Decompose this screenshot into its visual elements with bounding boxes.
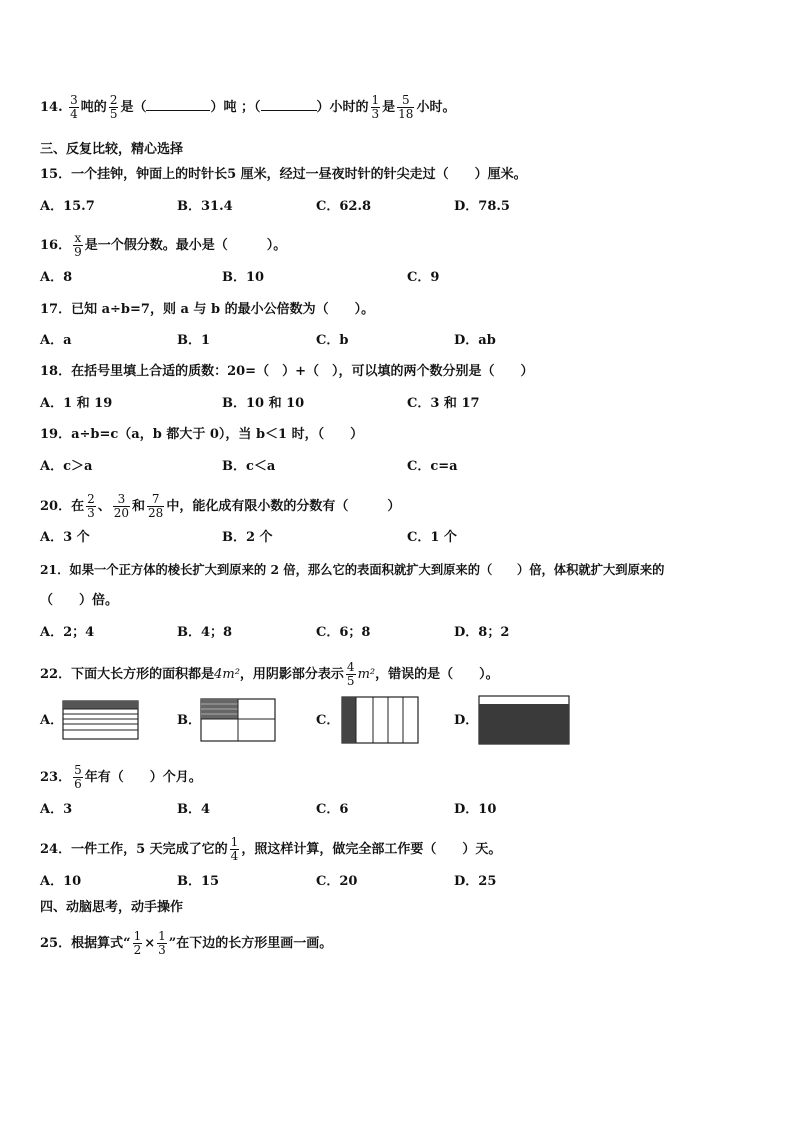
numerator: 2 xyxy=(87,492,95,506)
question-17: 17．已知 a÷b=7，则 a 与 b 的最小公倍数为（ ）。 xyxy=(40,302,375,317)
numerator: 4 xyxy=(346,660,355,674)
question-19: 19．a÷b=c（a，b 都大于 0），当 b＜1 时，（ ） xyxy=(40,427,364,442)
option-c[interactable]: C．9 xyxy=(407,270,440,285)
diagram-c[interactable] xyxy=(340,695,422,747)
answer-blank[interactable] xyxy=(261,98,317,111)
numerator: 1 xyxy=(158,929,166,943)
fraction xyxy=(371,94,381,121)
question-24 xyxy=(40,836,501,863)
denominator: 3 xyxy=(87,506,95,520)
q25-text: ”在下边的长方形里画一画。 xyxy=(168,936,333,951)
option-b[interactable]: B．15 xyxy=(177,874,220,889)
option-d[interactable]: D． xyxy=(454,713,479,728)
fraction xyxy=(73,764,83,791)
unit: m² xyxy=(357,667,376,682)
fraction xyxy=(397,94,414,121)
question-21-line2: （ ）倍。 xyxy=(40,593,119,608)
diagram-d[interactable] xyxy=(477,694,573,748)
q20-text: 20．在 xyxy=(40,499,85,514)
option-a[interactable]: A．3 xyxy=(40,802,73,817)
fraction xyxy=(86,493,96,520)
q22-text: ，用阴影部分表示 xyxy=(239,667,344,682)
option-a[interactable]: A．2；4 xyxy=(40,625,95,640)
option-b[interactable]: B．31.4 xyxy=(177,199,233,214)
fraction xyxy=(133,930,143,957)
q14-text: 小时。 xyxy=(416,100,456,115)
denominator: 2 xyxy=(133,943,142,957)
option-a[interactable]: A．10 xyxy=(40,874,82,889)
numerator: 2 xyxy=(109,93,118,107)
section-heading: 四、动脑思考，动手操作 xyxy=(40,900,184,915)
q20-text: 中，能化成有限小数的分数有（ ） xyxy=(166,499,401,514)
q20-text: 和 xyxy=(132,499,146,514)
q22-text: 22．下面大长方形的面积都是 xyxy=(40,667,215,682)
question-25 xyxy=(40,930,332,957)
numerator: 1 xyxy=(230,835,239,849)
option-c[interactable]: C．c=a xyxy=(407,459,458,474)
option-b[interactable]: B．4 xyxy=(177,802,211,817)
option-a[interactable]: A．8 xyxy=(40,270,73,285)
numerator: x xyxy=(74,231,82,245)
q23-number: 23． xyxy=(40,770,72,785)
option-c[interactable]: C．62.8 xyxy=(316,199,372,214)
option-a[interactable]: A．15.7 xyxy=(40,199,95,214)
option-a[interactable]: A．3 个 xyxy=(40,530,90,545)
denominator: 3 xyxy=(158,943,166,957)
option-b[interactable]: B．2 个 xyxy=(222,530,273,545)
fraction xyxy=(230,836,240,863)
numerator: 3 xyxy=(70,93,78,107)
question-22 xyxy=(40,661,499,688)
q14-text: ）吨 ；（ xyxy=(210,100,261,115)
fraction xyxy=(147,493,164,520)
fraction xyxy=(157,930,167,957)
option-b[interactable]: B．1 xyxy=(177,333,211,348)
option-c[interactable]: C．20 xyxy=(316,874,358,889)
option-a[interactable]: A．a xyxy=(40,333,72,348)
area-value: 4m² xyxy=(214,667,240,682)
option-a[interactable]: A．1 和 19 xyxy=(40,396,113,411)
numerator: 1 xyxy=(133,929,142,943)
times-symbol: × xyxy=(144,936,156,951)
denominator: 28 xyxy=(148,506,164,520)
section-heading: 三、反复比较，精心选择 xyxy=(40,142,184,157)
question-16 xyxy=(40,232,286,259)
question-18: 18．在括号里填上合适的质数：20=（ ）+（ ），可以填的两个数分别是（ ） xyxy=(40,364,534,379)
option-d[interactable]: D．8；2 xyxy=(454,625,510,640)
option-c[interactable]: C．6 xyxy=(316,802,349,817)
option-d[interactable]: D．25 xyxy=(454,874,497,889)
denominator: 3 xyxy=(371,107,380,121)
q14-text: 是 xyxy=(382,100,396,115)
option-a[interactable]: A． xyxy=(40,713,64,728)
fraction xyxy=(113,493,130,520)
question-23 xyxy=(40,764,202,791)
fraction xyxy=(69,94,79,121)
denominator: 20 xyxy=(113,506,130,520)
q14-text: 吨的 xyxy=(80,100,107,115)
denominator: 4 xyxy=(70,107,78,121)
q24-text: ，照这样计算，做完全部工作要（ ）天。 xyxy=(241,842,502,857)
option-c[interactable]: C．1 个 xyxy=(407,530,457,545)
option-b[interactable]: B． xyxy=(177,713,201,728)
q14-number: 14. xyxy=(40,100,63,115)
denominator: 6 xyxy=(74,777,82,791)
q16-text: 是一个假分数。最小是（ ）。 xyxy=(84,238,287,253)
option-c[interactable]: C．6；8 xyxy=(316,625,371,640)
option-c[interactable]: C． xyxy=(316,713,340,728)
q14-text: ）小时的 xyxy=(316,100,369,115)
option-c[interactable]: C．b xyxy=(316,333,349,348)
q14-text: 是（ xyxy=(120,100,147,115)
denominator: 5 xyxy=(346,674,355,688)
numerator: 1 xyxy=(371,93,380,107)
denominator: 4 xyxy=(230,849,239,863)
numerator: 5 xyxy=(74,763,82,777)
q23-text: 年有（ ）个月。 xyxy=(84,770,202,785)
option-b[interactable]: B．4；8 xyxy=(177,625,233,640)
numerator: 7 xyxy=(151,492,160,506)
numerator: 5 xyxy=(401,93,410,107)
answer-blank[interactable] xyxy=(146,98,210,111)
question-14 xyxy=(40,94,455,121)
option-a[interactable]: A．c＞a xyxy=(40,459,93,474)
q22-text: ，错误的是（ ）。 xyxy=(375,667,499,682)
question-15: 15．一个挂钟，钟面上的时针长5 厘米，经过一昼夜时针的针尖走过（ ）厘米。 xyxy=(40,167,527,182)
question-20 xyxy=(40,493,400,520)
q24-text: 24．一件工作，5 天完成了它的 xyxy=(40,842,228,857)
option-d[interactable]: D．ab xyxy=(454,333,496,348)
fraction xyxy=(109,94,119,121)
q20-text: 、 xyxy=(97,499,111,514)
denominator: 5 xyxy=(109,107,118,121)
option-c[interactable]: C．3 和 17 xyxy=(407,396,480,411)
denominator: 18 xyxy=(398,107,414,121)
fraction xyxy=(73,232,83,259)
option-b[interactable]: B．c＜a xyxy=(222,459,276,474)
numerator: 3 xyxy=(117,492,126,506)
option-b[interactable]: B．10 和 10 xyxy=(222,396,305,411)
q16-number: 16． xyxy=(40,238,72,253)
diagram-a[interactable] xyxy=(62,700,140,742)
option-d[interactable]: D．10 xyxy=(454,802,497,817)
diagram-b[interactable] xyxy=(199,697,279,745)
q25-text: 25．根据算式“ xyxy=(40,936,131,951)
question-21-line1: 21．如果一个正方体的棱长扩大到原来的 2 倍，那么它的表面积就扩大到原来的（ ）倍，体积就扩大到原来的 xyxy=(40,562,665,577)
option-b[interactable]: B．10 xyxy=(222,270,265,285)
denominator: 9 xyxy=(74,245,82,259)
option-d[interactable]: D．78.5 xyxy=(454,199,510,214)
fraction xyxy=(346,661,356,688)
